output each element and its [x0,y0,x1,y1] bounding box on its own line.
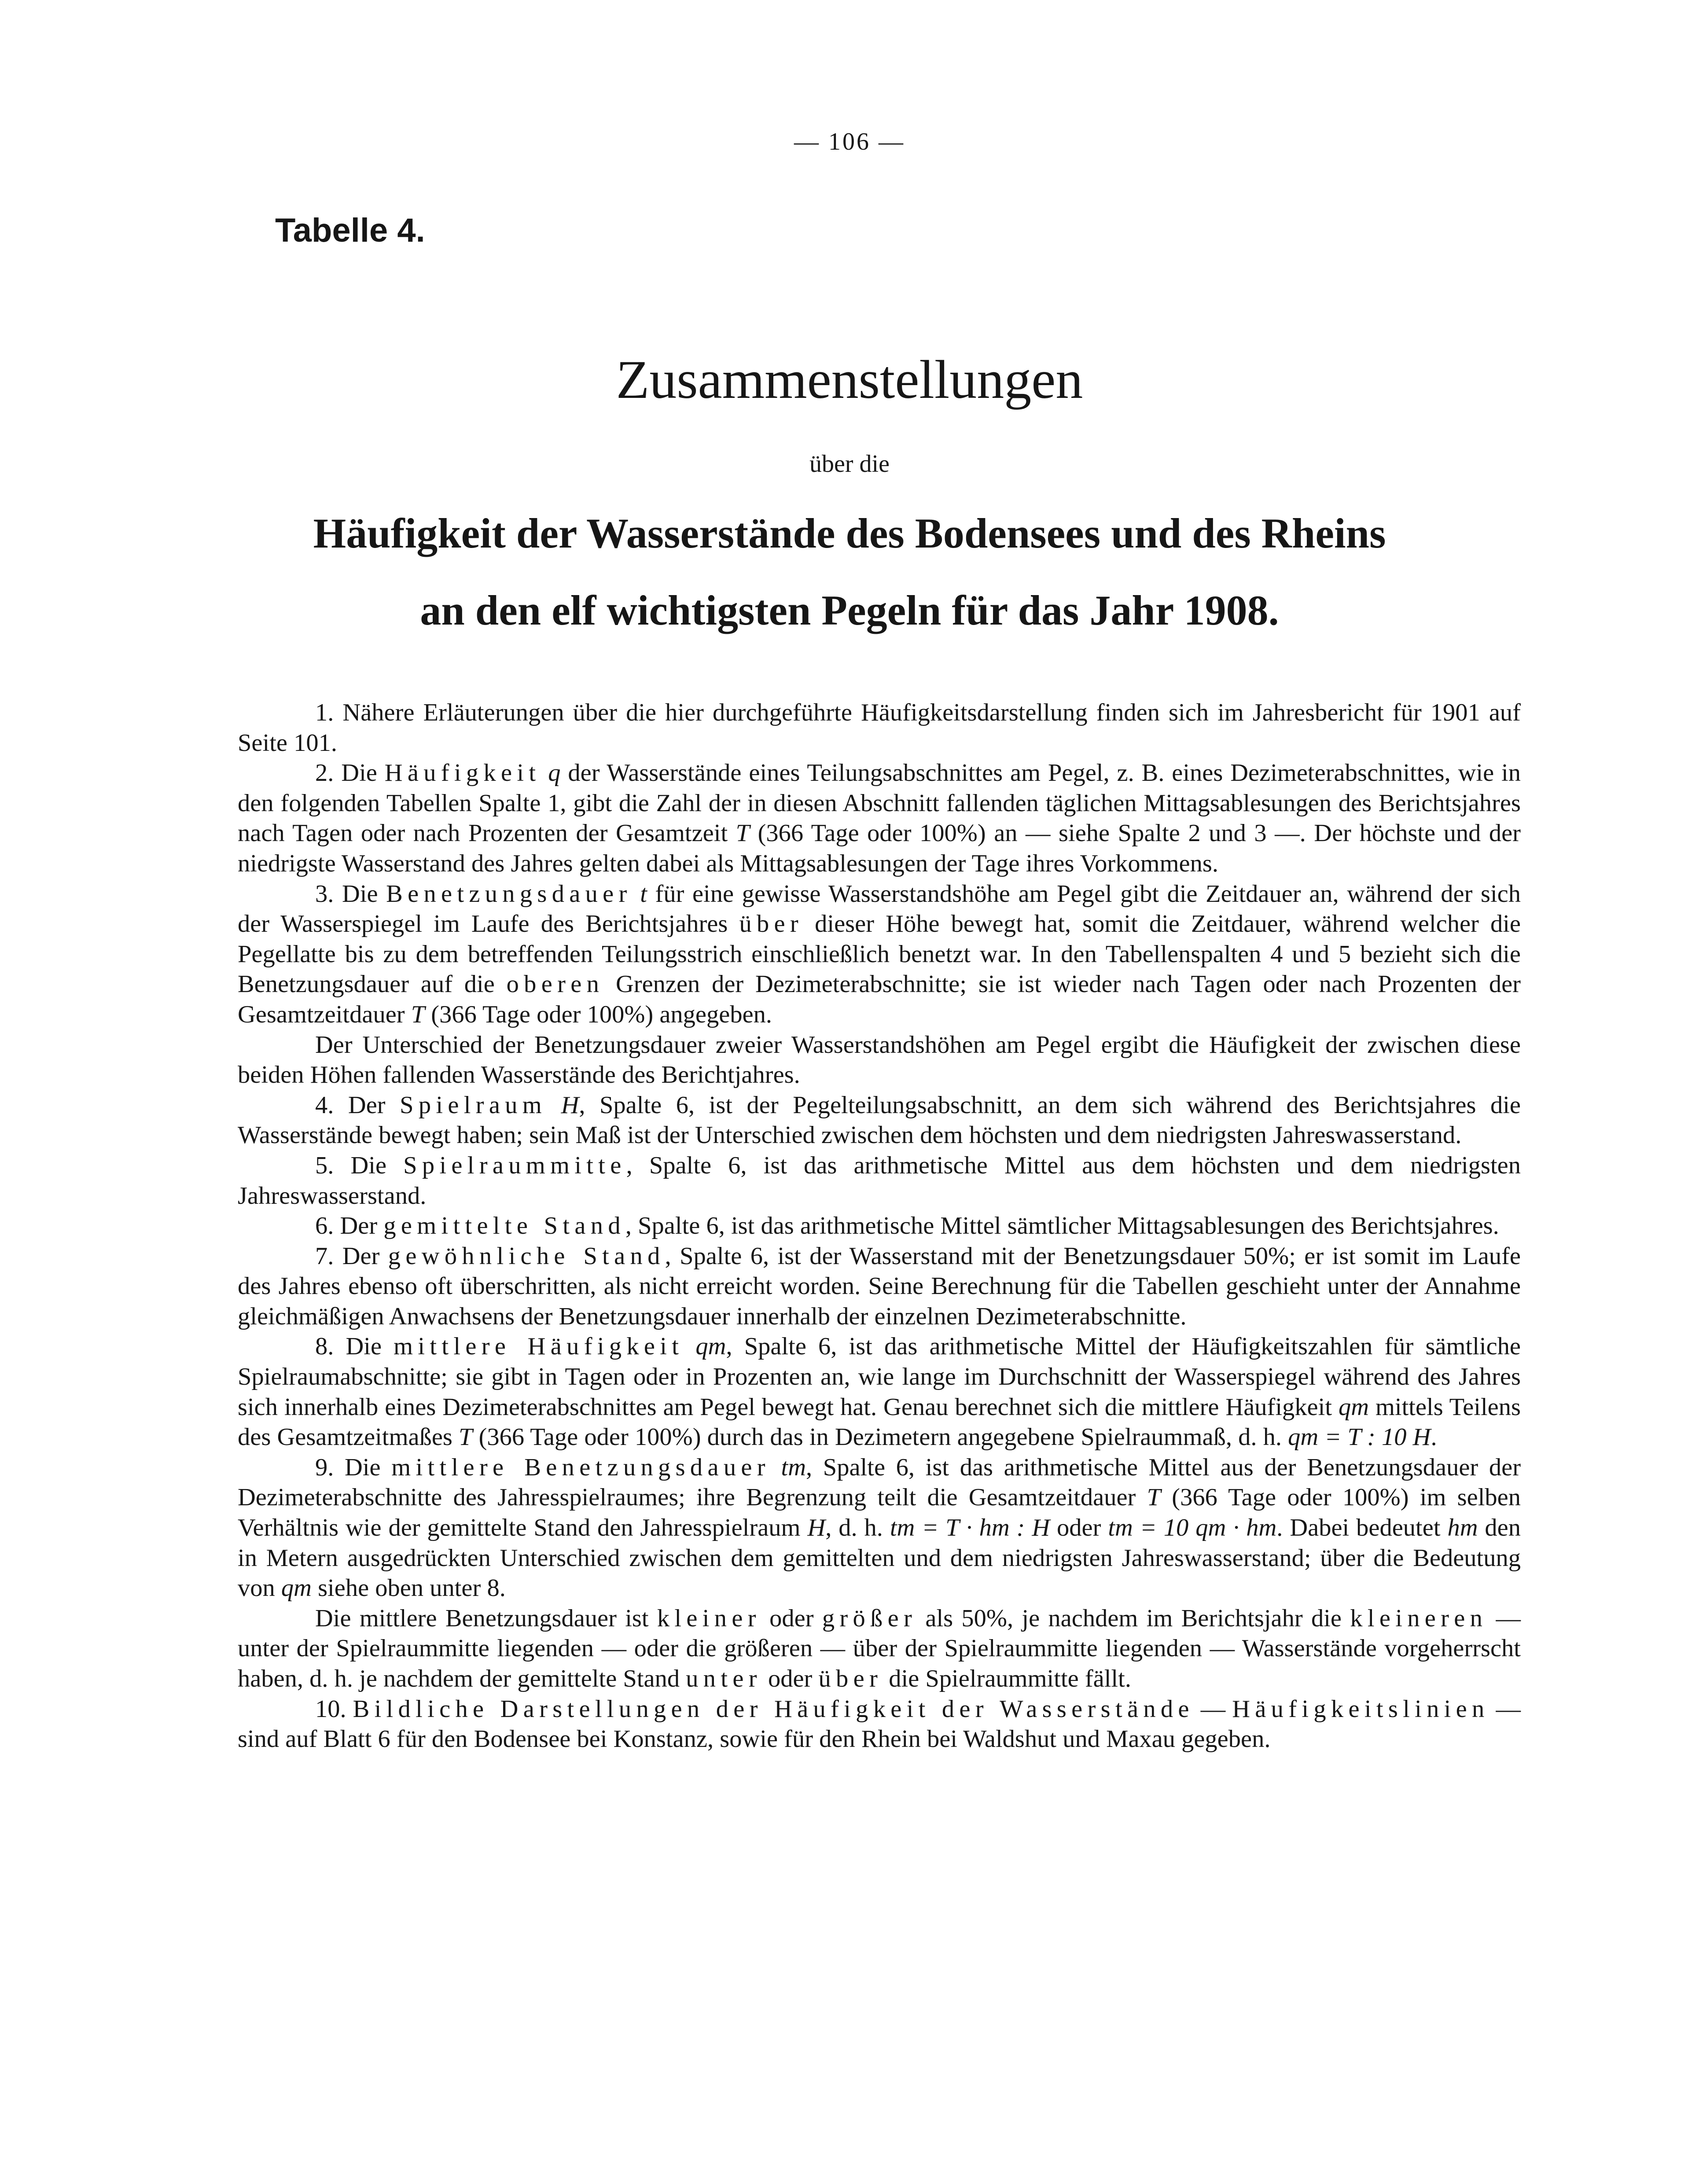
heading-line-2: an den elf wichtigsten Pegeln für das Jahr 1908. [420,586,1279,634]
paragraph-8 [238,1331,1521,1452]
term-bildliche-darstellungen: Bildliche Darstellungen der Häufigkeit der Wasserstände [353,1695,1194,1723]
text-run: 3. Die [315,880,386,908]
text-run: (366 Tage oder 100%) an — siehe Spalte 2 und 3 —. Der höchste und der niedrigste Wasserstand des Jahres gelten dabei als Mittagsablesungen der Tage ihres Vorkommens. [238,820,1521,877]
text-run: , Spalte 6, ist der Pegelteilungsabschnitt, an dem sich während des Berichtsjahres die Wasserstände bewegt haben; sein Maß ist der Unterschied zwischen dem höchsten und dem niedrigsten Jahreswasserstand. [238,1091,1521,1149]
text-run: Grenzen der Dezimeterabschnitte; sie ist wieder nach Tagen oder nach Prozenten der Gesamtzeitdauer [238,971,1521,1028]
paragraph-6 [238,1211,1521,1241]
emphasis-groesser: größer [822,1604,917,1632]
emphasis-oberen: oberen [506,971,604,998]
term-spielraummitte: Spielraummitte [403,1151,626,1179]
term-benetzungsdauer: Benetzungsdauer [386,880,632,908]
text-run: die Spielraummitte fällt. [883,1665,1131,1692]
text-run: für eine gewisse Wasserstandshöhe am Pegel gibt die Zeitdauer an, während der sich der Wasserspiegel im Laufe des Berichtsjahres [238,880,1521,938]
symbol-qm: qm [695,1333,726,1360]
paragraph-5 [238,1151,1521,1211]
symbol-T: T [1147,1484,1161,1511]
text-run: 9. Die [315,1453,392,1481]
text-run: der Wasserstände eines Teilungsabschnittes am Pegel, z. B. eines Dezimeterabschnittes, wie in den folgenden Tabellen Spalte 1, gibt die Zahl der in diesen Abschnitt fallenden täglichen Mittagsablesungen des Berichtsjahres nach Tagen oder nach Prozenten der Gesamtzeit [238,759,1521,847]
text-run: — unter der Spielraummitte liegenden — oder die größeren — über der Spielraummitte liegenden — Wasserstände vorgeherrscht haben, d. h. je nachdem der gemittelte Stand [238,1604,1521,1692]
formula-tm-1: tm = T · hm : H [890,1514,1050,1542]
text-run: . Dabei bedeutet [1276,1514,1448,1542]
text-run: — sind auf Blatt 6 für den Bodensee bei Konstanz, sowie für den Rhein bei Waldshut und Maxau gegeben. [238,1695,1521,1753]
text-run: den in Metern ausgedrückten Unterschied zwischen dem gemittelten und dem niedrigsten Jahreswasserstand; über die Bedeutung von [238,1514,1521,1602]
symbol-T: T [411,1000,425,1028]
text-run: . [1431,1423,1437,1451]
text-run: (366 Tage oder 100%) durch das in Dezimetern angegebene Spielraummaß, d. h. [472,1423,1288,1451]
text-run: — [1194,1695,1232,1723]
symbol-tm: tm [781,1453,806,1481]
emphasis-ueber: über [818,1665,883,1692]
text-run: oder [761,1604,822,1632]
paragraph-10 [238,1694,1521,1754]
paragraph-9 [238,1452,1521,1603]
paragraph-4 [238,1090,1521,1151]
symbol-H: H [561,1091,579,1119]
document-title: Zusammenstellungen [616,349,1083,410]
text-run: dieser Höhe bewegt hat, somit die Zeitdauer, während welcher die Pegellatte bis zu dem betreffenden Teilungsstrich einschließlich benetzt war. In den Tabellenspalten 4 und 5 bezieht sich die Benetzungsdauer auf die [238,910,1521,998]
symbol-hm: hm [1447,1514,1478,1542]
document-heading [0,495,1699,649]
text-run: 5. Die [315,1151,404,1179]
text-run: 8. Die [315,1333,394,1360]
emphasis-unter: unter [686,1665,762,1692]
page-number: — 106 — [794,128,905,155]
emphasis-kleineren: kleineren [1350,1604,1488,1632]
text-run: oder [1050,1514,1108,1542]
paragraph-9b [238,1603,1521,1694]
text-run: mittels Teilens des Gesamtzeitmaßes [238,1393,1521,1451]
symbol-T: T [735,820,750,847]
term-haeufigkeit: Häufigkeit [384,759,541,787]
paragraph-2 [238,758,1521,879]
text-run: oder [761,1665,819,1692]
text-run: , Spalte 6, ist das arithmetische Mittel sämtlicher Mittagsablesungen des Berichtsjahres. [625,1212,1499,1240]
text-run: , Spalte 6, ist das arithmetische Mittel der Häufigkeitszahlen für sämtliche Spielraumabschnitte; sie gibt in Tagen oder in Prozenten an, wie lange im Durchschnitt der Wasserspiegel während des Jahres sich innerhalb eines Dezimeterabschnittes am Pegel bewegt hat. Genau berechnet sich die mittlere Häufigkeit [238,1333,1521,1421]
heading-line-1: Häufigkeit der Wasserstände des Bodensees und des Rheins [313,510,1386,557]
text-run: 7. Der [315,1242,388,1270]
term-gewoehnlicher-stand: gewöhnliche Stand [388,1242,665,1270]
formula-qm: qm = T : 10 H [1288,1423,1431,1451]
emphasis-ueber: über [739,910,804,938]
symbol-T: T [459,1423,473,1451]
paragraph-3b [238,1030,1521,1090]
document-body [238,698,1521,1754]
text-run: , d. h. [825,1514,890,1542]
term-haeufigkeitslinien: Häufigkeitslinien [1232,1695,1489,1723]
text-run: (366 Tage oder 100%) angegeben. [425,1000,772,1028]
term-gemittelter-stand: gemittelte Stand [383,1212,625,1240]
paragraph-7 [238,1241,1521,1332]
term-mittlere-haeufigkeit: mittlere Häufigkeit [393,1333,684,1360]
text-run: 4. Der [315,1091,400,1119]
symbol-qm: qm [281,1574,312,1602]
emphasis-kleiner: kleiner [657,1604,761,1632]
table-label: Tabelle 4. [275,212,425,249]
formula-tm-2: tm = 10 qm · hm [1108,1514,1277,1542]
text-run: Die mittlere Benetzungsdauer ist [315,1604,657,1632]
term-mittlere-benetzungsdauer: mittlere Benetzungsdauer [391,1453,770,1481]
symbol-q: q [548,759,561,787]
paragraph-3 [238,879,1521,1030]
paragraph-1 [238,698,1521,758]
term-spielraum: Spielraum [400,1091,547,1119]
text-run: , Spalte 6, ist der Wasserstand mit der Benetzungsdauer 50%; er ist somit im Laufe des Jahres ebenso oft überschritten, als nicht erreicht worden. Seine Berechnung für die Tabellen geschieht unter der Annahme gleichmäßigen Anwachsens der Benetzungsdauer innerhalb der einzelnen Dezimeterabschnitte. [238,1242,1521,1330]
symbol-t: t [640,880,647,908]
title-connector: über die [809,450,890,478]
text-run: , Spalte 6, ist das arithmetische Mittel aus der Benetzungsdauer der Dezimeterabschnitte des Jahresspielraumes; ihre Begrenzung teilt die Gesamtzeitdauer [238,1453,1521,1511]
text-run: (366 Tage oder 100%) im selben Verhältnis wie der gemittelte Stand den Jahresspielraum [238,1484,1521,1542]
text-run: , Spalte 6, ist das arithmetische Mittel aus dem höchsten und dem niedrigsten Jahreswasserstand. [238,1151,1521,1210]
text-run: 6. Der [315,1212,384,1240]
symbol-H: H [807,1514,826,1542]
text-run: siehe oben unter 8. [311,1574,506,1602]
text-run: Der Unterschied der Benetzungsdauer zweier Wasserstandshöhen am Pegel ergibt die Häufigkeit der zwischen diese beiden Höhen fallenden Wasserstände des Berichtjahres. [238,1031,1521,1089]
text-run: als 50%, je nachdem im Berichtsjahr die [917,1604,1350,1632]
text-run: 10. [315,1695,353,1723]
text-run: 1. Nähere Erläuterungen über die hier durchgeführte Häufigkeitsdarstellung finden sich im Jahresbericht für 1901 auf Seite 101. [238,699,1521,757]
text-run: 2. Die [315,759,385,787]
symbol-qm: qm [1338,1393,1369,1421]
